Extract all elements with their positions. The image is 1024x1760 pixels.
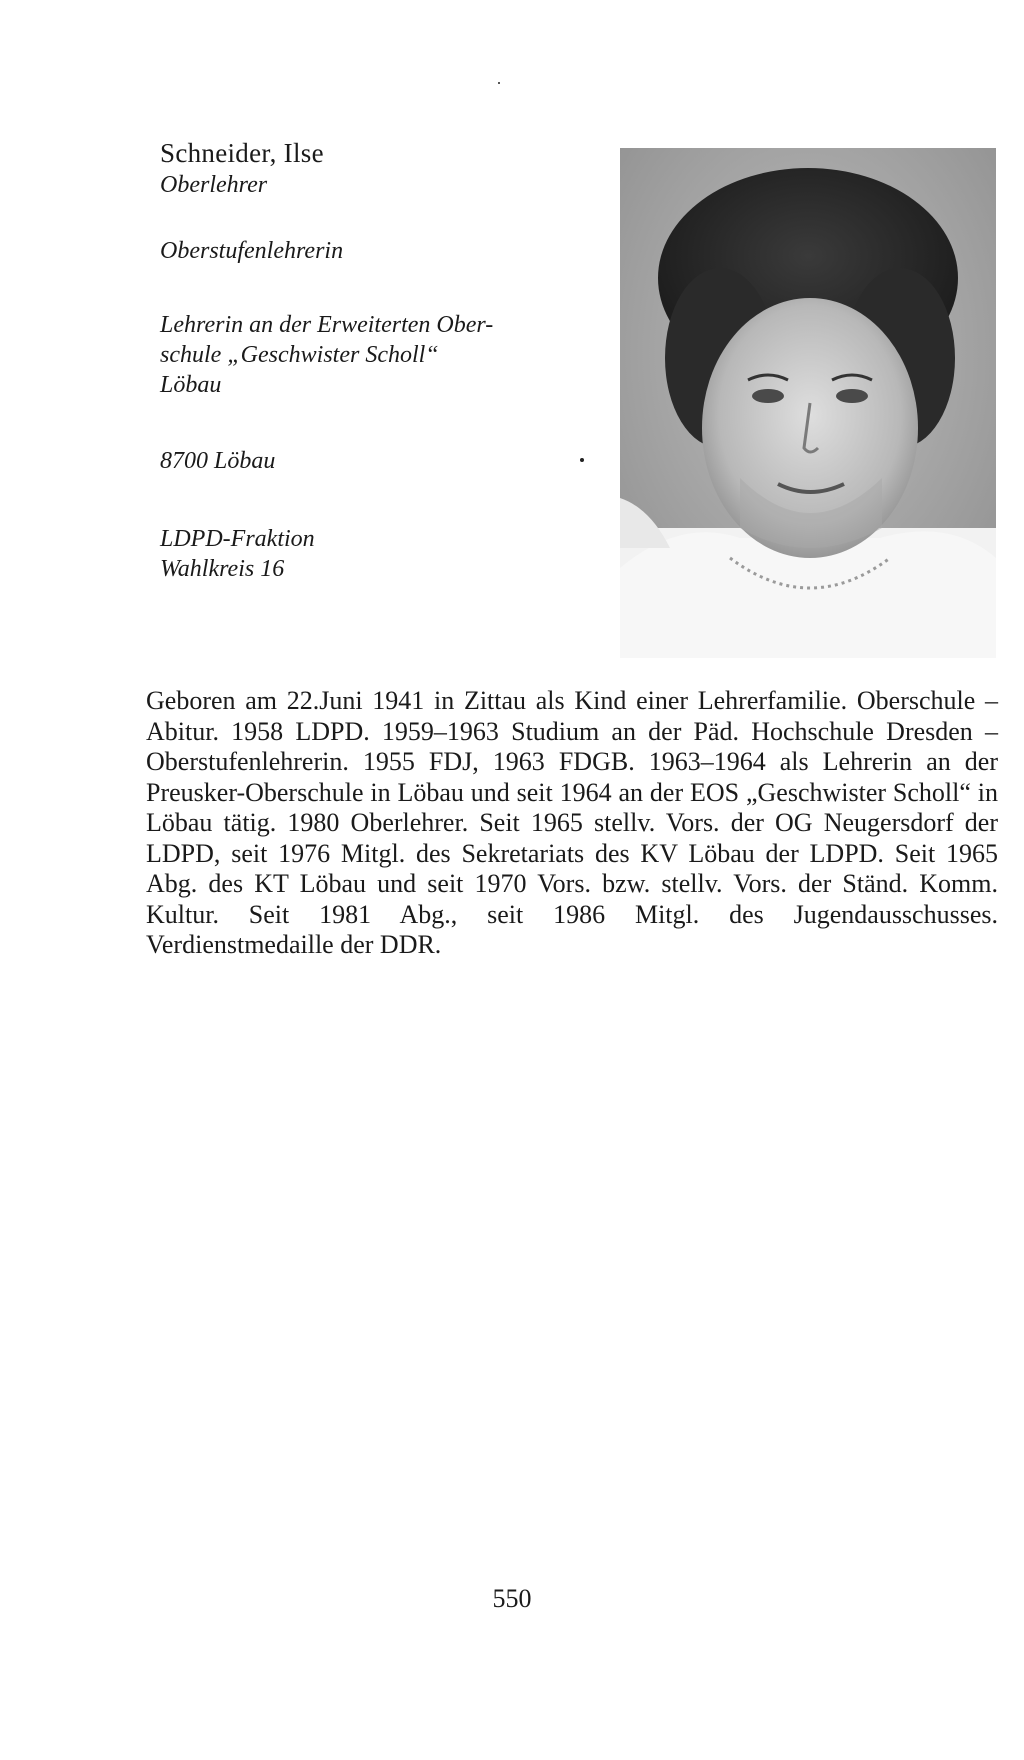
biography-text: Geboren am 22.Juni 1941 in Zittau als Kind einer Lehrerfamilie. Oberschule – Abitur. 1958 LDPD. 1959–1963 Studium an der Päd. Hochschule Dresden – Oberstufenlehrerin. 1955 FDJ, 1963 FDGB. 1963–1964 als Lehrerin an der Preusker-Oberschule in Löbau und seit 1964 an der EOS „Geschwister Scholl“ in Löbau tätig. 1980 Oberlehrer. Seit 1965 stellv. Vors. der OG Neugersdorf der LDPD, seit 1976 Mitgl. des Sekretariats des KV Löbau der LDPD. Seit 1965 Abg. des KT Löbau und seit 1970 Vors. bzw. stellv. Vors. der Ständ. Komm. Kultur. Seit 1981 Abg., seit 1986 Mitgl. des Jugendausschusses. Verdienstmedaille der DDR. bbox=[146, 686, 998, 959]
faction: LDPD-Fraktion bbox=[160, 526, 315, 552]
workplace-line-1: Lehrerin an der Erweiterten Ober- bbox=[160, 312, 494, 338]
faction-block bbox=[160, 524, 600, 584]
workplace-line-2: schule „Geschwister Scholl“ bbox=[160, 342, 439, 368]
workplace-line-3: Löbau bbox=[160, 372, 222, 398]
portrait-photo bbox=[620, 148, 996, 658]
person-name: Schneider, Ilse bbox=[160, 138, 324, 168]
entry-header bbox=[160, 136, 600, 584]
speck-mark bbox=[498, 82, 500, 84]
constituency: Wahlkreis 16 bbox=[160, 556, 285, 582]
workplace-block bbox=[160, 310, 600, 400]
portrait-illustration bbox=[620, 148, 996, 658]
person-title: Oberlehrer bbox=[160, 172, 268, 198]
person-profession: Oberstufenlehrerin bbox=[160, 238, 344, 264]
page-number: 550 bbox=[492, 1584, 532, 1613]
address: 8700 Löbau bbox=[160, 448, 276, 474]
